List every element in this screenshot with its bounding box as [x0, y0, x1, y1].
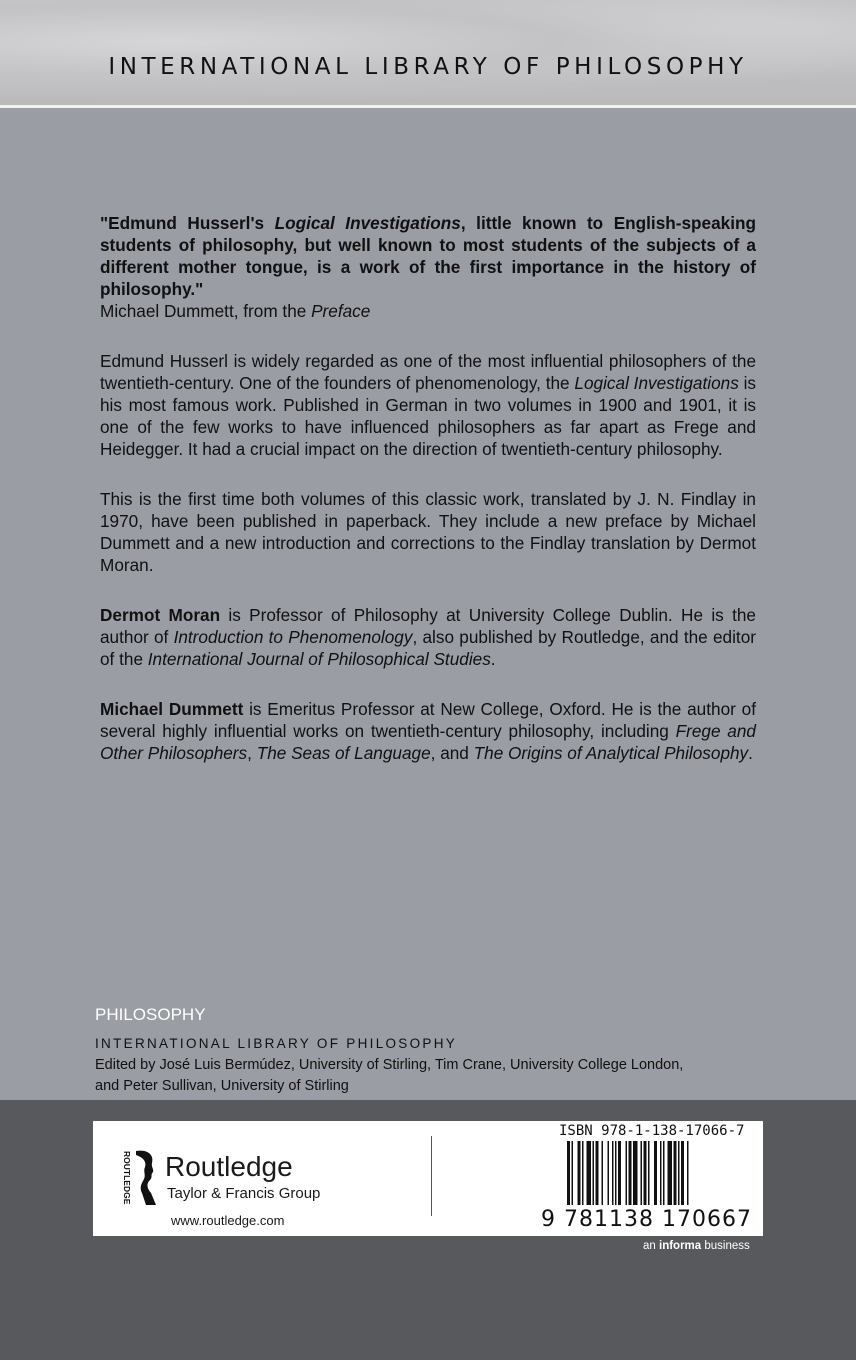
- barcode-bar: [678, 1141, 680, 1205]
- informa-brand: informa: [659, 1240, 702, 1252]
- informa-tagline: [643, 1240, 750, 1252]
- barcode-bar: [578, 1141, 581, 1205]
- barcode-bar: [668, 1141, 673, 1205]
- isbn-label: ISBN 978-1-138-17066-7: [559, 1123, 745, 1139]
- quote: [100, 212, 756, 322]
- barcode-bar: [644, 1141, 647, 1205]
- text: is Professor of Philosophy at University College Dublin. He is the author of: [100, 605, 756, 647]
- quote-title: Logical Investigations: [274, 213, 461, 233]
- text: , and: [430, 743, 474, 763]
- divider: [431, 1136, 432, 1216]
- barcode-bar: [648, 1141, 650, 1205]
- book-title: Frege and Other Philosophers: [100, 721, 756, 763]
- text: , also published by Routledge, and the editor of the: [100, 627, 756, 669]
- author-name: Dermot Moran: [100, 605, 221, 625]
- publisher-box: [93, 1121, 763, 1236]
- text: .: [748, 743, 753, 763]
- text: is his most famous work. Published in German in two volumes in 1900 and 1901, it is one of the few works to have influenced philosophers as far apart as Frege and Heidegger. It had a crucial impact on the direction of twentieth-century philosophy.: [100, 373, 757, 459]
- barcode-bar: [596, 1141, 599, 1205]
- text: ,: [247, 743, 257, 763]
- barcode-bar: [633, 1141, 638, 1205]
- barcode-bar: [641, 1141, 643, 1205]
- barcode-bar: [582, 1141, 584, 1205]
- barcode-digits: 9 781138 170667: [541, 1207, 752, 1232]
- barcode-bar: [593, 1141, 595, 1205]
- barcode-bar: [602, 1141, 604, 1205]
- publisher-group: Taylor & Francis Group: [167, 1185, 321, 1202]
- barcode-bar: [674, 1141, 677, 1205]
- blurb: [100, 212, 756, 792]
- author-name: Michael Dummett: [100, 699, 244, 719]
- paragraph-dummett: [100, 698, 756, 764]
- paragraph-moran: [100, 604, 756, 670]
- text: is Emeritus Professor at New College, Oxford. He is the author of several highly influential works on twentieth-century philosophy, including: [100, 699, 756, 741]
- routledge-logo-icon: [120, 1149, 160, 1207]
- book-title: The Seas of Language: [256, 743, 431, 763]
- cover-banner: [0, 0, 856, 105]
- book-title: Introduction to Phenomenology: [173, 627, 413, 647]
- publisher-url[interactable]: www.routledge.com: [171, 1213, 285, 1228]
- quote-source: Preface: [311, 301, 371, 321]
- barcode-bar: [687, 1141, 689, 1205]
- barcode: [567, 1141, 759, 1213]
- barcode-bar: [572, 1141, 574, 1205]
- quote-part: , little known to English-speaking students of philosophy, but well known to most students of the subjects of a different mother tongue, is a work of the first importance in the history of philosophy.": [100, 213, 756, 299]
- barcode-bar: [608, 1141, 610, 1205]
- barcode-bar: [663, 1141, 665, 1205]
- series-name: INTERNATIONAL LIBRARY OF PHILOSOPHY: [95, 1036, 458, 1051]
- text: Edmund Husserl is widely regarded as one of the most influential philosophers of the twentieth-century. One of the founders of phenomenology, the: [100, 351, 756, 393]
- book-title: The Origins of Analytical Philosophy: [473, 743, 749, 763]
- category-label: PHILOSOPHY: [95, 1005, 206, 1024]
- text: .: [490, 649, 496, 669]
- text: This is the first time both volumes of this classic work, translated by J. N. Findlay in 1970, have been published in paperback. They include a new preface by Michael Dummett and a new introduction and corrections to the Findlay translation by Dermot Moran.: [100, 489, 756, 575]
- series-title: INTERNATIONAL LIBRARY OF PHILOSOPHY: [108, 54, 748, 80]
- publisher-name: Routledge: [165, 1151, 293, 1182]
- text: business: [701, 1240, 750, 1252]
- barcode-bar: [587, 1141, 592, 1205]
- barcode-bar: [615, 1141, 617, 1205]
- paragraph-intro: [100, 350, 756, 460]
- journal-title: International Journal of Philosophical Studies: [147, 649, 491, 669]
- barcode-bar: [629, 1141, 632, 1205]
- quote-text: [100, 213, 756, 299]
- barcode-bar: [612, 1141, 614, 1205]
- paragraph-edition: [100, 488, 756, 576]
- barcode-bar: [660, 1141, 662, 1205]
- book-title: Logical Investigations: [574, 373, 739, 393]
- barcode-bar: [618, 1141, 621, 1205]
- text: an: [643, 1240, 659, 1252]
- barcode-bar: [654, 1141, 657, 1205]
- banner-rule: [0, 105, 856, 108]
- series-editors: Edited by José Luis Bermúdez, University of Stirling, Tim Crane, University College London, and Peter Sullivan, University of Stirling: [95, 1057, 684, 1094]
- barcode-bar: [626, 1141, 628, 1205]
- quote-attribution: Michael Dummett, from the: [100, 301, 312, 321]
- barcode-bar: [681, 1141, 684, 1205]
- quote-part: "Edmund Husserl's: [100, 213, 275, 233]
- barcode-bar: [567, 1141, 570, 1205]
- svg-text:ROUTLEDGE: ROUTLEDGE: [122, 1151, 132, 1205]
